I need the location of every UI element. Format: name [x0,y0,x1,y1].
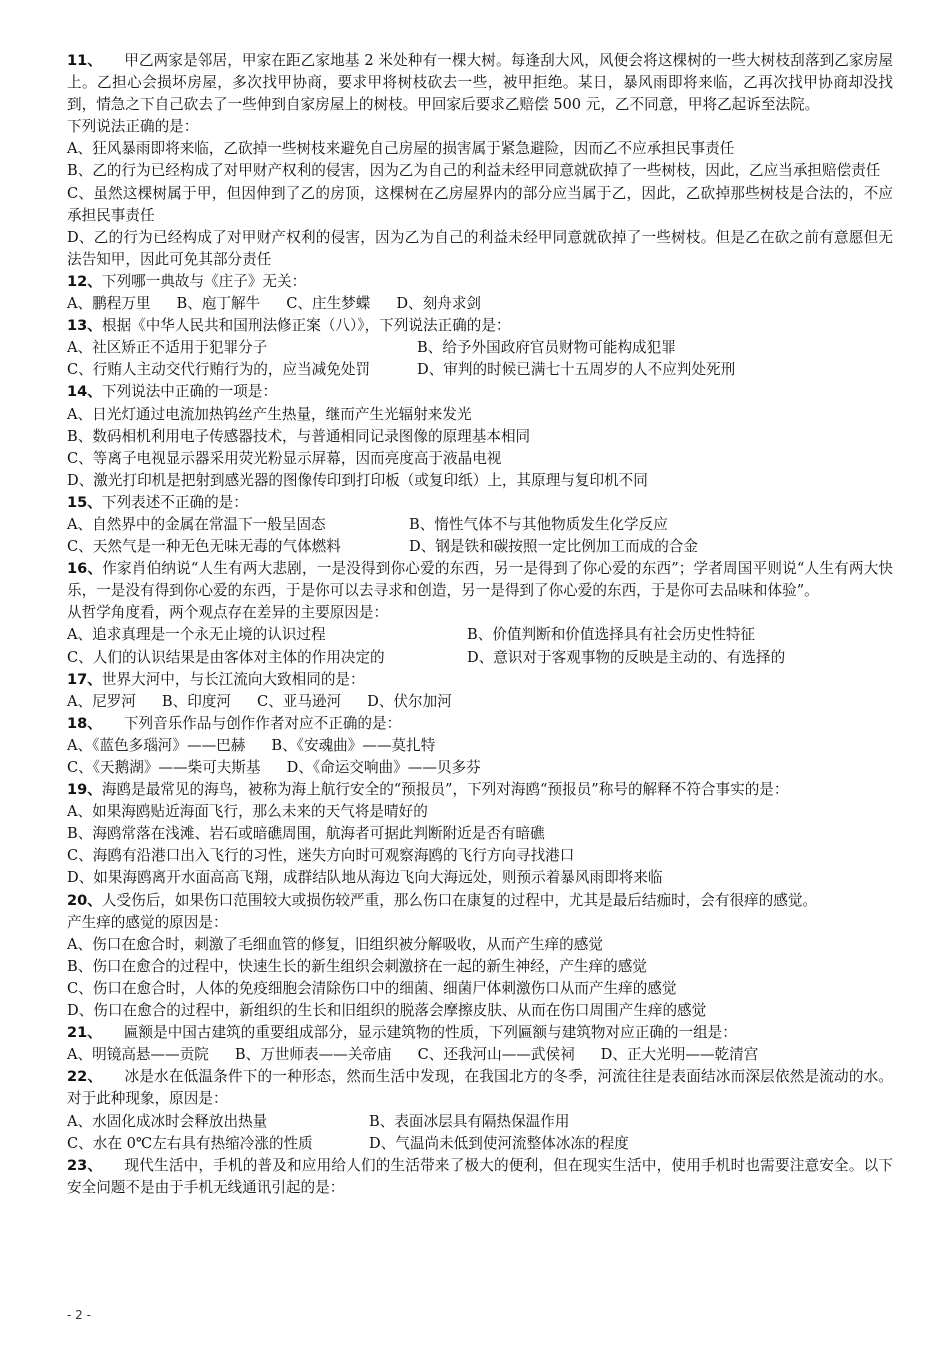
option-d: D、刻舟求剑 [396,295,482,313]
option-d: D、钢是铁和碳按照一定比例加工而成的合金 [409,538,698,556]
question-number: 23、 [67,1156,103,1174]
option-a: A、明镜高悬——贡院 [67,1046,209,1064]
options-row [67,514,893,536]
option-b: B、万世师表——关帝庙 [234,1046,392,1064]
question-stem: 匾额是中国古建筑的重要组成部分，显示建筑物的性质，下列匾额与建筑物对应正确的一组是： [123,1024,737,1042]
option-c: C、虽然这棵树属于甲，但因伸到了乙的房顶，这棵树在乙房屋界内的部分应当属于乙，因此，乙砍掉那些树枝是合法的，不应承担民事责任 [67,184,893,224]
option-b: B、海鸥常落在浅滩、岩石或暗礁周围，航海者可据此判断附近是否有暗礁 [67,825,545,843]
option-b: B、价值判断和价值选择具有社会历史性特征 [467,626,756,644]
options-row [67,757,893,779]
question-stem: 作家肖伯纳说“人生有两大悲剧，一是没得到你心爱的东西，另一是得到了你心爱的东西”；学者周国平则说“人生有两大快乐，一是没有得到你心爱的东西，于是你可以去寻求和创造，另一是得到了你心爱的东西，于是你可去品味和体验”。 [67,560,893,600]
options-row [67,1111,893,1133]
option-b: B、庖丁解牛 [176,295,261,313]
question-20 [67,890,893,912]
question-stem: 下列哪一典故与《庄子》无关： [101,272,307,290]
option-d: D、审判的时候已满七十五周岁的人不应判处死刑 [417,361,736,379]
question-number: 19、 [67,781,102,799]
question-22 [67,1066,893,1110]
option-c: C、天然气是一种无色无味无毒的气体燃料 [67,538,341,556]
exam-page [67,50,893,1199]
option-a: A、社区矫正不适用于犯罪分子 [67,339,268,357]
options-row [67,624,893,646]
options-row [67,293,893,315]
question-stem: 根据《中华人民共和国刑法修正案（八）》，下列说法正确的是： [101,317,511,335]
options-row [67,735,893,757]
question-stem: 世界大河中，与长江流向大致相同的是： [101,670,365,688]
option-c: C、亚马逊河 [257,692,342,710]
option-c: C、海鸥有沿港口出入飞行的习性，迷失方向时可观察海鸥的飞行方向寻找港口 [67,847,575,865]
option-b: B、乙的行为已经构成了对甲财产权利的侵害，因为乙为自己的利益未经甲同意就砍掉了一些树枝，因此，乙应当承担赔偿责任 [67,162,881,180]
question-number: 13、 [67,317,102,335]
question-19 [67,779,893,801]
question-11 [67,50,893,116]
option-a: A、追求真理是一个永无止境的认识过程 [67,626,326,644]
question-prompt: 产生痒的感觉的原因是： [67,913,228,931]
option-c: C、伤口在愈合时，人体的免疫细胞会清除伤口中的细菌、细菌尸体刺激伤口从而产生痒的感觉 [67,979,677,997]
page-number: - 2 - [67,1308,91,1322]
question-stem: 下列音乐作品与创作作者对应不正确的是： [123,714,402,732]
option-c: C、行贿人主动交代行贿行为的，应当减免处罚 [67,361,371,379]
question-stem: 海鸥是最常见的海鸟，被称为海上航行安全的“预报员”，下列对海鸥“预报员”称号的解释不符合事实的是： [101,781,789,799]
option-d: D、正大光明——乾清宫 [600,1046,759,1064]
question-stem: 冰是水在低温条件下的一种形态，然而生活中发现，在我国北方的冬季，河流往往是表面结冰而深层依然是流动的水。对于此种现象，原因是： [67,1068,893,1108]
question-14 [67,381,893,403]
options-row [67,359,893,381]
question-17 [67,669,893,691]
option-d: D、伤口在愈合的过程中，新组织的生长和旧组织的脱落会摩擦皮肤、从而在伤口周围产生痒的感觉 [67,1002,707,1020]
question-21 [67,1022,893,1044]
option-d: D、如果海鸥离开水面高高飞翔，成群结队地从海边飞向大海远处，则预示着暴风雨即将来临 [67,869,663,887]
options-row [67,691,893,713]
option-b: B、惰性气体不与其他物质发生化学反应 [409,515,668,533]
question-16 [67,558,893,602]
question-12 [67,271,893,293]
question-15 [67,492,893,514]
question-stem: 下列说法中正确的一项是： [101,383,278,401]
question-number: 21、 [67,1024,102,1042]
option-c: C、还我河山——武侯祠 [417,1046,575,1064]
question-number: 14、 [67,383,102,401]
question-number: 22、 [67,1068,103,1086]
option-d: D、伏尔加河 [367,692,452,710]
options-row [67,647,893,669]
option-a: A、尼罗河 [67,692,136,710]
question-stem: 甲乙两家是邻居，甲家在距乙家地基 2 米处种有一棵大树。每逢刮大风，风便会将这棵树的一些大树枝刮落到乙家房屋上。乙担心会损坏房屋，多次找甲协商，要求甲将树枝砍去一些，被甲拒绝。某日，暴风雨即将来临，乙再次找甲协商却没找到，情急之下自己砍去了一些伸到自家房屋上的树枝。甲回家后要求乙赔偿 500 元，乙不同意，甲将乙起诉至法院。 [67,52,893,114]
option-a: A、水固化成冰时会释放出热量 [67,1112,268,1130]
option-c: C、《天鹅湖》——柴可夫斯基 [67,759,261,776]
question-prompt: 下列说法正确的是： [67,118,199,136]
option-b: B、伤口在愈合的过程中，快速生长的新生组织会刺激挤在一起的新生神经，产生痒的感觉 [67,957,647,975]
option-d: D、意识对于客观事物的反映是主动的、有选择的 [467,648,786,666]
option-a: A、日光灯通过电流加热钨丝产生热量，继而产生光辐射来发光 [67,405,472,423]
question-number: 16、 [67,560,103,578]
option-d: D、乙的行为已经构成了对甲财产权利的侵害，因为乙为自己的利益未经甲同意就砍掉了一些树枝。但是乙在砍之前有意愿但无法告知甲，因此可免其部分责任 [67,228,893,268]
option-b: B、《安魂曲》——莫扎特 [271,736,436,754]
question-prompt: 从哲学角度看，两个观点存在差异的主要原因是： [67,604,389,622]
option-c: C、等离子电视显示器采用荧光粉显示屏幕，因而亮度高于液晶电视 [67,449,502,467]
option-a: A、伤口在愈合时，刺激了毛细血管的修复，旧组织被分解吸收，从而产生痒的感觉 [67,935,603,953]
question-number: 20、 [67,891,102,909]
question-number: 11、 [67,52,103,69]
option-b: B、表面冰层具有隔热保温作用 [369,1112,570,1130]
question-18 [67,713,893,735]
question-13 [67,315,893,337]
question-number: 17、 [67,670,102,688]
options-row [67,536,893,558]
option-d: D、《命运交响曲》——贝多芬 [286,759,481,776]
option-a: A、如果海鸥贴近海面飞行，那么未来的天气将是晴好的 [67,803,428,821]
option-a: A、狂风暴雨即将来临，乙砍掉一些树枝来避免自己房屋的损害属于紧急避险，因而乙不应承担民事责任 [67,140,735,158]
option-a: A、《蓝色多瑙河》——巴赫 [67,736,246,754]
options-row [67,1133,893,1155]
question-number: 12、 [67,272,102,290]
option-d: D、气温尚未低到使河流整体冰冻的程度 [369,1134,629,1152]
options-row [67,1044,893,1066]
option-b: B、数码相机利用电子传感器技术，与普通相同记录图像的原理基本相同 [67,427,531,445]
question-stem: 现代生活中，手机的普及和应用给人们的生活带来了极大的便利，但在现实生活中，使用手机时也需要注意安全。以下安全问题不是由于手机无线通讯引起的是： [67,1156,893,1196]
question-stem: 下列表述不正确的是： [101,493,248,511]
options-row [67,337,893,359]
question-stem: 人受伤后，如果伤口范围较大或损伤较严重，那么伤口在康复的过程中，尤其是最后结痂时，会有很痒的感觉。 [101,891,818,909]
option-d: D、激光打印机是把射到感光器的图像传印到打印板（或复印纸）上，其原理与复印机不同 [67,471,648,489]
option-c: C、庄生梦蝶 [286,295,371,313]
question-23 [67,1155,893,1199]
question-number: 15、 [67,493,102,511]
option-b: B、给予外国政府官员财物可能构成犯罪 [417,339,676,357]
option-c: C、水在 0℃左右具有热缩冷涨的性质 [67,1134,313,1152]
option-b: B、印度河 [161,692,232,710]
question-number: 18、 [67,714,102,732]
option-c: C、人们的认识结果是由客体对主体的作用决定的 [67,648,385,666]
option-a: A、自然界中的金属在常温下一般呈固态 [67,515,326,533]
option-a: A、鹏程万里 [67,295,151,313]
